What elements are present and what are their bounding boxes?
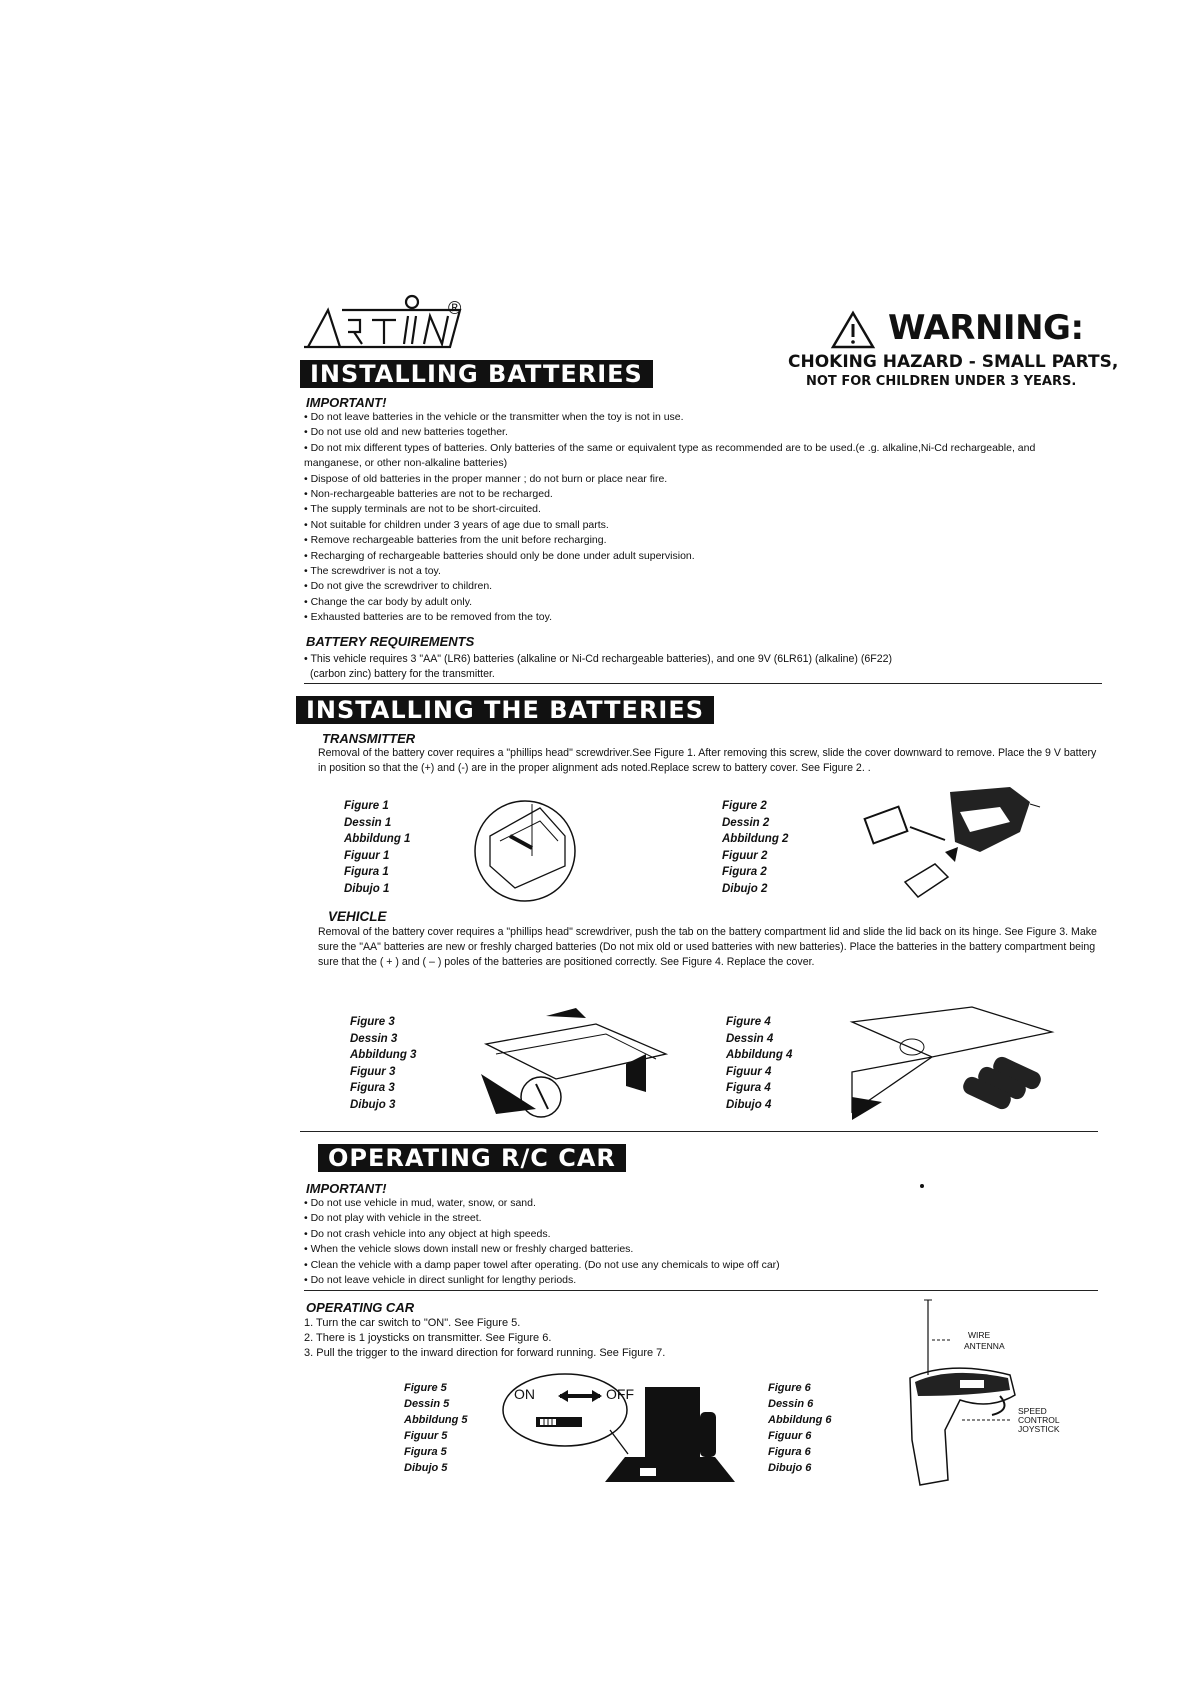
list-item: • When the vehicle slows down install new or freshly charged batteries. <box>304 1243 634 1256</box>
list-item: • Do not crash vehicle into any object at high speeds. <box>304 1227 551 1240</box>
important-heading-1: IMPORTANT! <box>306 395 387 410</box>
important-list-3 <box>304 1196 780 1288</box>
caption: Figuur 2 <box>722 849 768 862</box>
section-title-installing-batteries: INSTALLING BATTERIES <box>300 360 653 388</box>
caption: Dibujo 1 <box>344 882 390 895</box>
vehicle-heading: VEHICLE <box>328 909 387 924</box>
caption: Dibujo 6 <box>768 1462 812 1474</box>
figure-3-illustration <box>476 1004 676 1129</box>
caption: Figura 4 <box>726 1082 771 1094</box>
list-item: • Change the car body by adult only. <box>304 595 473 608</box>
list-item: • Not suitable for children under 3 years of age due to small parts. <box>304 518 609 531</box>
important-list-1 <box>304 410 1064 626</box>
figure-1-illustration <box>470 796 580 911</box>
figure-3-captions <box>350 1014 416 1113</box>
speed-label: SPEED <box>1018 1406 1047 1416</box>
caption: Dessin 4 <box>726 1032 774 1045</box>
list-item: • Clean the vehicle with a damp paper towel after operating. (Do not use any chemicals to wipe off car) <box>304 1258 780 1271</box>
figure-2-captions <box>722 798 788 897</box>
transmitter-heading: TRANSMITTER <box>322 731 416 746</box>
wire-label: WIRE <box>968 1330 991 1340</box>
caption: Figure 3 <box>350 1016 395 1028</box>
list-item: • Dispose of old batteries in the proper manner ; do not burn or place near fire. <box>304 472 668 485</box>
switch-off-label: OFF <box>606 1386 634 1402</box>
battery-requirements-text-1: • This vehicle requires 3 "AA" (LR6) batteries (alkaline or Ni-Cd rechargeable batteries), and one 9V (6LR61) (alkaline) (6F22) <box>304 653 893 665</box>
caption: Figure 5 <box>404 1382 447 1394</box>
list-item: • Do not use vehicle in mud, water, snow, or sand. <box>304 1197 536 1209</box>
caption: Figuur 3 <box>350 1065 396 1078</box>
caption: Abbildung 6 <box>768 1414 832 1426</box>
divider <box>304 683 1102 684</box>
list-item: • Non-rechargeable batteries are not to be recharged. <box>304 488 553 501</box>
caption: Abbildung 2 <box>722 833 789 845</box>
battery-requirements-text-2: (carbon zinc) battery for the transmitter. <box>310 668 495 680</box>
section-title-installing-the-batteries: INSTALLING THE BATTERIES <box>296 696 714 724</box>
registered-mark: ® <box>448 298 462 318</box>
transmitter-text: Removal of the battery cover requires a "phillips head" screwdriver.See Figure 1. After removing this screw, slide the cover downward to remove. Place the 9 V battery in position so that the (+) and (-) are in the proper alignment ads noted.Replace screw to battery cover. See Figure 2. . <box>318 747 1097 774</box>
figure-4-captions <box>726 1014 792 1113</box>
caption: Figuur 4 <box>726 1065 772 1078</box>
warning-triangle-icon <box>830 310 876 350</box>
caption: Dessin 1 <box>344 816 392 829</box>
list-item: • Do not leave vehicle in direct sunlight for lengthy periods. <box>304 1274 577 1287</box>
caption: Figura 5 <box>404 1446 447 1458</box>
caption: Abbildung 3 <box>350 1049 417 1061</box>
list-item: • Do not give the screwdriver to children. <box>304 580 493 593</box>
list-item: • The screwdriver is not a toy. <box>304 565 441 578</box>
caption: Figura 3 <box>350 1082 395 1094</box>
caption: Figuur 6 <box>768 1430 812 1442</box>
caption: Figuur 5 <box>404 1430 448 1442</box>
caption: Figura 1 <box>344 866 389 878</box>
switch-on-label: ON <box>514 1386 535 1402</box>
joystick-label: JOYSTICK <box>1018 1424 1060 1434</box>
caption: Figuur 1 <box>344 849 390 862</box>
caption: Dessin 5 <box>404 1398 450 1410</box>
operating-car-heading: OPERATING CAR <box>306 1300 415 1315</box>
figure-1-captions <box>344 798 410 897</box>
control-label: CONTROL <box>1018 1415 1060 1425</box>
section-title-operating-rc-car: OPERATING R/C CAR <box>318 1144 626 1172</box>
figure-6-captions <box>768 1380 832 1476</box>
caption: Dessin 3 <box>350 1032 398 1045</box>
divider <box>300 1131 1098 1132</box>
caption: Figure 6 <box>768 1382 811 1394</box>
caption: Figure 2 <box>722 800 767 812</box>
battery-requirements-heading: BATTERY REQUIREMENTS <box>306 634 475 649</box>
figure-2-illustration <box>860 782 1040 917</box>
caption: Abbildung 1 <box>344 833 411 845</box>
caption: Dibujo 5 <box>404 1462 448 1474</box>
warning-line-1: CHOKING HAZARD - SMALL PARTS, <box>788 352 1119 372</box>
caption: Dessin 2 <box>722 816 770 829</box>
divider <box>304 1290 1098 1291</box>
list-item: 1. Turn the car switch to "ON". See Figure 5. <box>304 1317 521 1329</box>
caption: Dibujo 4 <box>726 1098 772 1111</box>
vehicle-text: Removal of the battery cover requires a "phillips head" screwdriver, push the tab on the battery compartment lid and slide the lid back on its hinge. See Figure 3. Make sure the "AA" batteries are new or freshly charged batteries (Do not mix old or used batteries with new batteries). Place the batteries in the battery compartment being sure that the ( + ) and ( – ) poles of the batteries are positioned correctly. See Figure 4. Replace the cover. <box>318 926 1097 968</box>
caption: Figure 4 <box>726 1016 771 1028</box>
figure-4-illustration <box>852 1002 1052 1127</box>
list-item: • The supply terminals are not to be short-circuited. <box>304 503 541 516</box>
list-item: • Do not mix different types of batteries. Only batteries of the same or equivalent type as recommended are to be used.(e .g. alkaline,Ni-Cd rechargeable, and manganese, or other non-alkaline batteries) <box>304 441 1036 470</box>
figure-6-illustration <box>900 1300 1100 1490</box>
caption: Abbildung 4 <box>726 1049 793 1061</box>
list-item: • Do not play with vehicle in the street. <box>304 1212 482 1225</box>
important-heading-3: IMPORTANT! <box>306 1181 387 1196</box>
warning-line-2: NOT FOR CHILDREN UNDER 3 YEARS. <box>806 374 1077 389</box>
caption: Abbildung 5 <box>404 1414 468 1426</box>
caption: Figura 2 <box>722 866 767 878</box>
caption: Figure 1 <box>344 800 389 812</box>
figure-5-illustration <box>500 1372 740 1482</box>
caption: Dibujo 3 <box>350 1098 396 1111</box>
stray-dot <box>920 1184 924 1188</box>
list-item: 3. Pull the trigger to the inward direction for forward running. See Figure 7. <box>304 1347 666 1359</box>
list-item: • Do not leave batteries in the vehicle or the transmitter when the toy is not in use. <box>304 411 684 423</box>
caption: Dibujo 2 <box>722 882 768 895</box>
figure-5-captions <box>404 1380 468 1476</box>
list-item: 2. There is 1 joysticks on transmitter. See Figure 6. <box>304 1332 552 1344</box>
caption: Dessin 6 <box>768 1398 814 1410</box>
list-item: • Recharging of rechargeable batteries should only be done under adult supervision. <box>304 549 695 562</box>
list-item: • Do not use old and new batteries together. <box>304 426 508 439</box>
antenna-label: ANTENNA <box>964 1341 1005 1351</box>
list-item: • Exhausted batteries are to be removed from the toy. <box>304 611 553 624</box>
warning-title: WARNING: <box>888 308 1084 348</box>
caption: Figura 6 <box>768 1446 811 1458</box>
operating-steps <box>304 1316 665 1361</box>
list-item: • Remove rechargeable batteries from the unit before recharging. <box>304 534 607 547</box>
